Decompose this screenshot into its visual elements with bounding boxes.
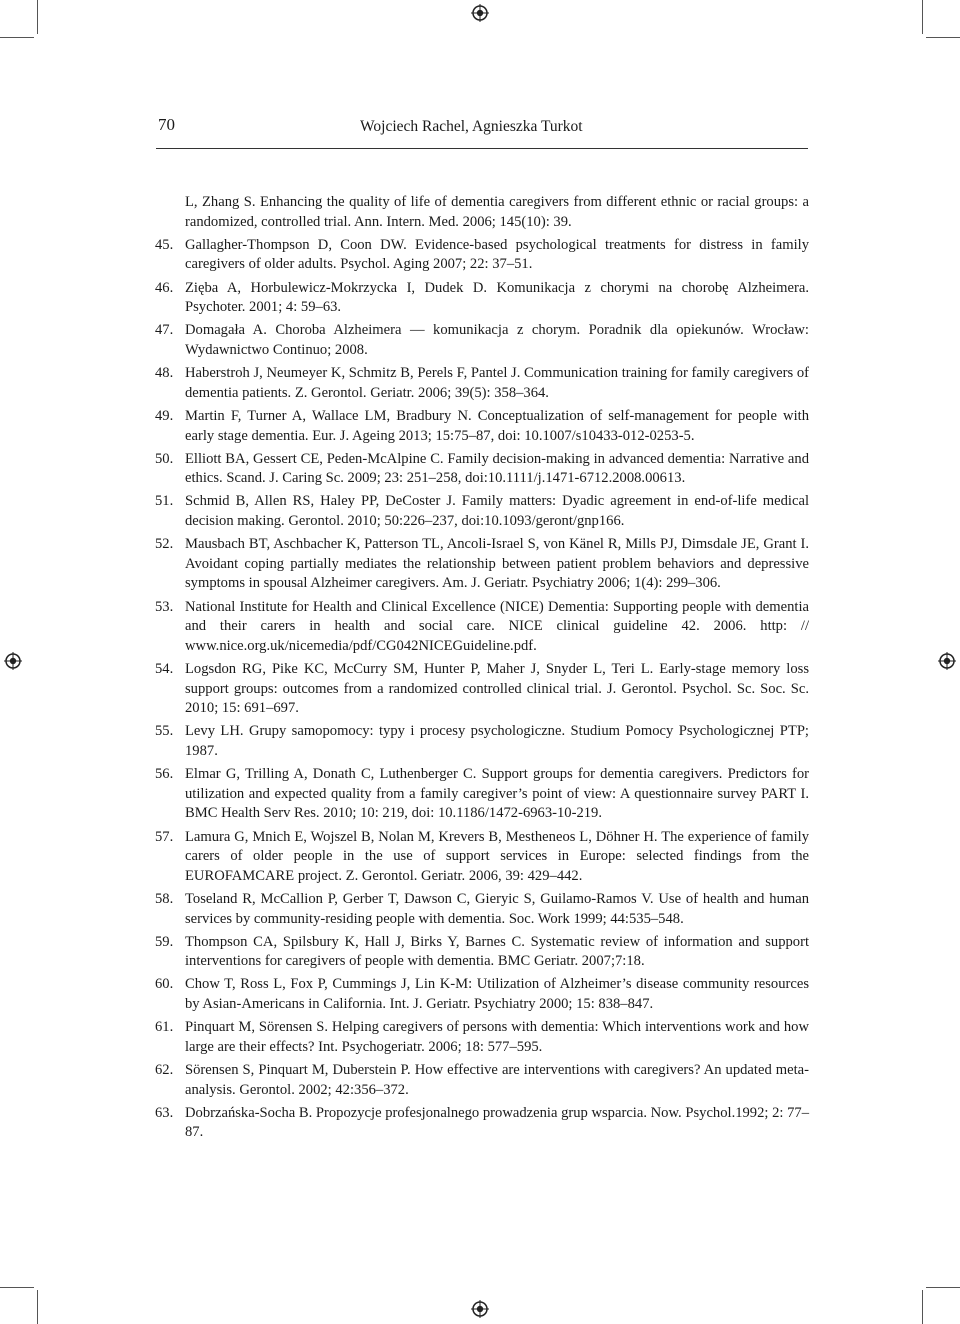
- reference-entry: [155, 535, 809, 594]
- reference-entry: [155, 975, 809, 1014]
- crop-mark-bottom-left-h: [0, 1287, 34, 1288]
- reference-number: 56.: [155, 766, 174, 783]
- header-rule: [156, 148, 808, 149]
- registration-mark-icon-left: [4, 652, 22, 670]
- reference-entry: [155, 236, 809, 275]
- reference-number: 62.: [155, 1062, 174, 1079]
- reference-text: Dobrzańska-Socha B. Propozycje profesjonalnego prowadzenia grup wsparcia. Now. Psychol.1992; 2: 77–87.: [185, 1104, 809, 1141]
- reference-number: 46.: [155, 279, 174, 296]
- crop-mark-top-left-h: [0, 37, 34, 38]
- running-header: [158, 115, 808, 137]
- reference-text: Haberstroh J, Neumeyer K, Schmitz B, Perels F, Pantel J. Communication training for family caregivers of dementia patients. Z. Gerontol. Geriatr. 2006; 39(5): 358–364.: [185, 365, 809, 401]
- reference-number: 49.: [155, 407, 174, 424]
- reference-number: 48.: [155, 365, 174, 382]
- reference-text: L, Zhang S. Enhancing the quality of life of dementia caregivers from different ethnic or racial groups: a randomized, controlled trial. Ann. Intern. Med. 2006; 145(10): 39.: [185, 194, 809, 230]
- crop-mark-top-left: [37, 0, 38, 34]
- registration-mark-icon-top: [471, 4, 489, 22]
- reference-number: 45.: [155, 236, 174, 253]
- reference-entry: [155, 598, 809, 657]
- reference-text: Mausbach BT, Aschbacher K, Patterson TL, Ancoli-Israel S, von Känel R, Mills PJ, Dimsdale JE, Grant I. Avoidant coping partially mediates the relationship between patient problem behaviors and depressive symptoms in spousal Alzheimer caregivers. Am. J. Geriatr. Psychiatry 2006; 1(4): 299–306.: [185, 536, 809, 592]
- reference-text: Sörensen S, Pinquart M, Duberstein P. How effective are interventions with caregivers? An updated meta-analysis. Gerontol. 2002; 42:356–372.: [185, 1062, 809, 1098]
- reference-text: Gallagher-Thompson D, Coon DW. Evidence-based psychological treatments for distress in family caregivers of older adults. Psychol. Aging 2007; 22: 37–51.: [185, 236, 809, 273]
- reference-number: 55.: [155, 723, 174, 740]
- crop-mark-bottom-right-h: [926, 1287, 960, 1288]
- reference-entry: [155, 722, 809, 761]
- page-number: 70: [158, 115, 175, 134]
- reference-text: Schmid B, Allen RS, Haley PP, DeCoster J. Family matters: Dyadic agreement in end-of-life medical decision making. Gerontol. 2010; 50:226–237, doi:10.1093/geront/gnp166.: [185, 493, 809, 530]
- crop-mark-bottom-left: [37, 1290, 38, 1324]
- reference-entry: [155, 321, 809, 360]
- reference-text: Levy LH. Grupy samopomocy: typy i procesy psychologiczne. Studium Pomocy Psychologicznej PTP; 1987.: [185, 723, 809, 759]
- reference-number: 51.: [155, 493, 174, 510]
- reference-entry: [155, 1061, 809, 1100]
- reference-number: 63.: [155, 1104, 174, 1121]
- crop-mark-top-right-h: [926, 37, 960, 38]
- registration-mark-icon-bottom: [471, 1300, 489, 1318]
- reference-entry: [155, 364, 809, 403]
- reference-number: 52.: [155, 536, 174, 553]
- reference-number: 60.: [155, 976, 174, 993]
- reference-entry: [155, 450, 809, 489]
- reference-number: 61.: [155, 1019, 174, 1036]
- reference-number: 59.: [155, 933, 174, 950]
- reference-text: Toseland R, McCallion P, Gerber T, Dawson C, Gieryic S, Guilamo-Ramos V. Use of health and human services by community-residing people with dementia. Soc. Work 1999; 44:535–548.: [185, 890, 809, 927]
- reference-text: Martin F, Turner A, Wallace LM, Bradbury N. Conceptualization of self-management for people with early stage dementia. Eur. J. Ageing 2013; 15:75–87, doi: 10.1007/s10433-012-0253-5.: [185, 407, 809, 444]
- reference-entry: [155, 407, 809, 446]
- reference-text: Elmar G, Trilling A, Donath C, Luthenberger C. Support groups for dementia caregivers. Predictors for utilization and expected quality from a family caregiver’s point of view: A questionnaire survey PART I. BMC Health Serv Res. 2010; 10: 219, doi: 10.1186/1472-6963-10-219.: [185, 766, 809, 822]
- reference-entry: [155, 828, 809, 887]
- crop-mark-top-right: [922, 0, 923, 34]
- reference-entry: [155, 1018, 809, 1057]
- registration-mark-icon-right: [938, 652, 956, 670]
- reference-list: [155, 193, 809, 1147]
- reference-entry: [155, 933, 809, 972]
- reference-text: National Institute for Health and Clinical Excellence (NICE) Dementia: Supporting people with dementia and their carers in health and social care. NICE clinical guideline 42. 2006. http: // www.nice.org.uk/nicemedia/pdf/CG042NICEGuideline.pdf.: [185, 598, 809, 654]
- reference-number: 58.: [155, 890, 174, 907]
- reference-text: Chow T, Ross L, Fox P, Cummings J, Lin K-M: Utilization of Alzheimer’s disease community resources by Asian-Americans in California. Int. J. Geriatr. Psychiatry 2000; 15: 838–847.: [185, 976, 809, 1013]
- reference-text: Thompson CA, Spilsbury K, Hall J, Birks Y, Barnes C. Systematic review of information and support interventions for caregivers of people with dementia. BMC Geriatr. 2007;7:18.: [185, 933, 809, 970]
- reference-entry: [155, 765, 809, 824]
- reference-entry: [155, 660, 809, 719]
- reference-text: Logsdon RG, Pike KC, McCurry SM, Hunter P, Maher J, Snyder L, Teri L. Early-stage memory loss support groups: outcomes from a randomized controlled clinical trial. J. Gerontol. Psychol. Sc. Soc. Sc. 2010; 15: 691–697.: [185, 661, 809, 717]
- reference-number: 57.: [155, 828, 174, 845]
- reference-entry: [155, 279, 809, 318]
- reference-entry: [155, 890, 809, 929]
- reference-number: 50.: [155, 450, 174, 467]
- reference-entry: [155, 1104, 809, 1143]
- running-head-authors: Wojciech Rachel, Agnieszka Turkot: [360, 118, 583, 135]
- crop-mark-bottom-right: [922, 1290, 923, 1324]
- reference-text: Elliott BA, Gessert CE, Peden-McAlpine C. Family decision-making in advanced dementia: Narrative and ethics. Scand. J. Caring Sc. 2009; 23: 251–258, doi:10.1111/j.1471-6712.2008.00613.: [185, 450, 809, 487]
- reference-entry: [155, 193, 809, 232]
- reference-text: Lamura G, Mnich E, Wojszel B, Nolan M, Krevers B, Mestheneos L, Döhner H. The experience of family carers of older people in the use of support services in Europe: selected findings from the EUROFAMCARE project. Z. Gerontol. Geriatr. 2006, 39: 429–442.: [185, 828, 809, 884]
- reference-text: Pinquart M, Sörensen S. Helping caregivers of persons with dementia: Which interventions work and how large are their effects? Int. Psychogeriatr. 2006; 18: 577–595.: [185, 1019, 809, 1055]
- reference-number: 53.: [155, 598, 174, 615]
- reference-number: 54.: [155, 661, 174, 677]
- reference-text: Domagała A. Choroba Alzheimera — komunikacja z chorym. Poradnik dla opiekunów. Wrocław: Wydawnictwo Continuo; 2008.: [185, 322, 809, 358]
- reference-entry: [155, 492, 809, 531]
- reference-text: Zięba A, Horbulewicz-Mokrzycka I, Dudek D. Komunikacja z chorymi na chorobę Alzheimera. Psychoter. 2001; 4: 59–63.: [185, 279, 809, 316]
- reference-number: 47.: [155, 322, 174, 339]
